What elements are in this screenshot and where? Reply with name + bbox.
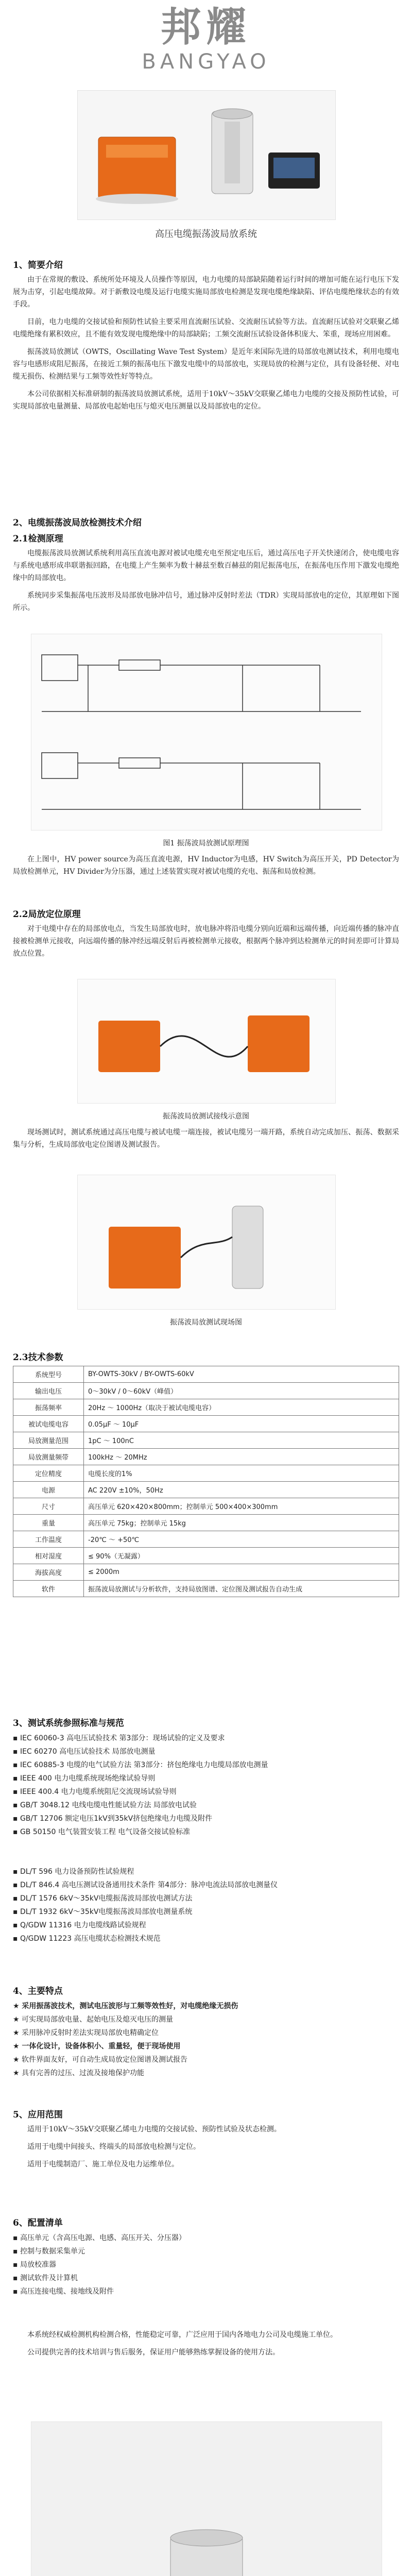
standards-section-b xyxy=(13,1865,399,1945)
table-row xyxy=(13,1416,399,1432)
paragraph: 适用于电缆制造厂、施工单位及电力运维单位。 xyxy=(27,2160,179,2168)
list-item: ★ 一体化设计，设备体积小、重量轻，便于现场使用 xyxy=(13,2042,181,2050)
table-cell: 系统型号 xyxy=(13,1366,84,1383)
table-cell: 1pC ～ 100nC xyxy=(84,1432,399,1449)
field-test-photo xyxy=(77,1175,336,1310)
table-row xyxy=(13,1399,399,1416)
spec-table xyxy=(13,1366,399,1597)
table-cell: 振荡波局放测试与分析软件，支持局放图谱、定位图及测试报告自动生成 xyxy=(84,1581,399,1597)
table-cell: 高压单元 75kg；控制单元 15kg xyxy=(84,1515,399,1531)
configuration-list xyxy=(13,2231,399,2298)
configuration-section xyxy=(13,2215,399,2298)
list-item: ▪ DL/T 1932 6kV～35kV电缆振荡波局部放电测量系统 xyxy=(13,1908,193,1916)
section-title: 1、简要介绍 xyxy=(13,260,63,270)
paragraph: 电缆振荡波局放测试系统利用高压直流电源对被试电缆充电至预定电压后，通过高压电子开关快速闭合，使电缆电容与系统电感形成串联谐振回路，在电缆上产生频率为数十赫兹至数百赫兹的阻尼振荡电压，在振荡电压作用下激发电缆绝缘中的局部放电。 xyxy=(13,549,399,582)
subsection-title: 2.2局放定位原理 xyxy=(13,909,81,920)
standards-section xyxy=(13,1716,399,1839)
paragraph: 公司提供完善的技术培训与售后服务，保证用户能够熟练掌握设备的使用方法。 xyxy=(27,2348,280,2357)
subsection-title: 2.3技术参数 xyxy=(13,1352,63,1363)
paragraph: 适用于电缆中间接头、终端头的局部放电检测与定位。 xyxy=(27,2143,200,2151)
table-cell: 相对湿度 xyxy=(13,1548,84,1564)
table-row xyxy=(13,1465,399,1482)
list-item: ▪ IEEE 400.4 电力电缆系统阻尼交流现场试验导则 xyxy=(13,1788,177,1796)
features-list xyxy=(13,1999,399,2080)
table-row xyxy=(13,1432,399,1449)
table-cell: 高压单元 620×420×800mm；控制单元 500×400×300mm xyxy=(84,1498,399,1515)
table-cell: BY-OWTS-30kV / BY-OWTS-60kV xyxy=(84,1366,399,1383)
paragraph: 适用于10kV～35kV交联聚乙烯电力电缆的交接试验、预防性试验及状态检测。 xyxy=(27,2125,281,2133)
table-row xyxy=(13,1498,399,1515)
list-item: ▪ Q/GDW 11316 电力电缆线路试验规程 xyxy=(13,1921,146,1929)
table-cell: 电缆长度的1% xyxy=(84,1465,399,1482)
circuit-diagram xyxy=(31,634,382,831)
figure-caption-block xyxy=(13,1108,399,1156)
list-item: ▪ Q/GDW 11223 高压电缆状态检测技术规范 xyxy=(13,1935,161,1943)
section-title: 4、主要特点 xyxy=(13,1986,63,1996)
table-cell: 软件 xyxy=(13,1581,84,1597)
list-item: ▪ 局放校准器 xyxy=(13,2261,56,2269)
table-cell: 尺寸 xyxy=(13,1498,84,1515)
paragraph: 在上图中，HV power source为高压直流电源，HV Inductor为电感，HV Switch为高压开关，PD Detector为局放检测单元，HV Divider为分压器，通过上述装置实现对被试电缆的充电、振荡和局放检测。 xyxy=(13,855,399,876)
list-item: ▪ DL/T 846.4 高电压测试设备通用技术条件 第4部分：脉冲电流法局部放电测量仪 xyxy=(13,1881,278,1889)
table-cell: 海拔高度 xyxy=(13,1564,84,1581)
section-title: 6、配置清单 xyxy=(13,2218,63,2228)
list-item: ▪ 高压单元（含高压电源、电感、高压开关、分压器） xyxy=(13,2234,186,2242)
list-item: ★ 采用振荡波技术，测试电压波形与工频等效性好，对电缆绝缘无损伤 xyxy=(13,2002,238,2010)
list-item: ▪ IEEE 400 电力电缆系统现场绝缘试验导则 xyxy=(13,1774,156,1783)
spec-section xyxy=(13,1350,399,1597)
section-title: 5、应用范围 xyxy=(13,2110,63,2120)
standards-list-a xyxy=(13,1732,399,1839)
section-title: 3、测试系统参照标准与规范 xyxy=(13,1718,124,1728)
paragraph: 振荡波局放测试（OWTS，Oscillating Wave Test System）是近年来国际先进的局部放电测试技术，利用电缆电容与电感形成阻尼振荡，在接近工频的振荡电压下激发电缆中的局部放电，实现局放的检测与定位，具有设备轻便、对电缆无损伤、检测结果与工频等效性好等特点。 xyxy=(13,348,399,381)
table-cell: 输出电压 xyxy=(13,1383,84,1399)
table-row xyxy=(13,1366,399,1383)
table-row xyxy=(13,1515,399,1531)
list-item: ▪ IEC 60885-3 电缆的电气试验方法 第3部分：挤包绝缘电力电缆局部放电测量 xyxy=(13,1761,268,1769)
table-cell: 局放测量频带 xyxy=(13,1449,84,1465)
notes-section xyxy=(13,2329,399,2364)
table-row xyxy=(13,1581,399,1597)
list-item: ▪ GB/T 3048.12 电线电缆电性能试验方法 局部放电试验 xyxy=(13,1801,197,1809)
list-item: ★ 具有完善的过压、过流及接地保护功能 xyxy=(13,2069,144,2077)
paragraph: 目前，电力电缆的交接试验和预防性试验主要采用直流耐压试验、交流耐压试验等方法。直流耐压试验对交联聚乙烯电缆绝缘有累积效应，且不能有效发现电缆绝缘中的局部缺陷；工频交流耐压试验设备体积庞大、笨重，现场应用困难。 xyxy=(13,318,399,338)
section-intro xyxy=(13,258,399,418)
logo xyxy=(0,4,412,73)
list-item: ▪ 高压连接电缆、接地线及附件 xyxy=(13,2287,114,2296)
paragraph: 由于在常规的敷设、系统所处环境及人员操作等原因，电力电缆的局部缺陷随着运行时间的增加可能在运行电压下发展为击穿，引起电缆故障。对于新敷设电缆及运行电缆实施局部放电检测是发现电缆绝缘缺陷、评估电缆绝缘状态的有效手段。 xyxy=(13,276,399,309)
paragraph: 本公司依据相关标准研制的振荡波局放测试系统，适用于10kV～35kV交联聚乙烯电力电缆的交接及预防性试验，可实现局部放电量测量、局部放电起始电压与熄灭电压测量以及局部放电的定位。 xyxy=(13,390,399,411)
list-item: ▪ IEC 60060-3 高电压试验技术 第3部分：现场试验的定义及要求 xyxy=(13,1734,225,1742)
wiring-photo xyxy=(77,979,336,1104)
paragraph: 系统同步采集振荡电压波形及局部放电脉冲信号，通过脉冲反射时差法（TDR）实现局部放电的定位，其原理如下图所示。 xyxy=(13,591,399,612)
table-cell: 局放测量范围 xyxy=(13,1432,84,1449)
paragraph: 现场测试时，测试系统通过高压电缆与被试电缆一端连接，被试电缆另一端开路，系统自动完成加压、振荡、数据采集与分析，生成局部放电定位图谱及测试报告。 xyxy=(13,1128,399,1149)
logo-en: BANGYAO xyxy=(142,50,270,74)
list-item: ▪ 控制与数据采集单元 xyxy=(13,2247,85,2256)
list-item: ▪ GB 50150 电气装置安装工程 电气设备交接试验标准 xyxy=(13,1828,191,1836)
list-item: ▪ GB/T 12706 额定电压1kV到35kV挤包绝缘电力电缆及附件 xyxy=(13,1815,213,1823)
list-item: ★ 采用脉冲反射时差法实现局部放电精确定位 xyxy=(13,2029,159,2037)
application-section xyxy=(13,2107,399,2176)
table-cell: AC 220V ±10%，50Hz xyxy=(84,1482,399,1498)
list-item: ▪ DL/T 596 电力设备预防性试验规程 xyxy=(13,1868,134,1876)
table-row xyxy=(13,1383,399,1399)
table-row xyxy=(13,1564,399,1581)
figure-caption: 图1 振荡波局放测试原理图 xyxy=(163,839,249,848)
table-cell: 电源 xyxy=(13,1482,84,1498)
list-item: ▪ 测试软件及计算机 xyxy=(13,2274,78,2282)
table-cell: 被试电缆电容 xyxy=(13,1416,84,1432)
table-cell: 重量 xyxy=(13,1515,84,1531)
table-row xyxy=(13,1548,399,1564)
table-row xyxy=(13,1531,399,1548)
logo-cn: 邦耀 xyxy=(160,4,251,50)
section-technology xyxy=(13,515,399,619)
section-location xyxy=(13,907,399,965)
figure-caption: 振荡波局放测试现场图 xyxy=(170,1318,242,1327)
table-cell: -20℃ ～ +50℃ xyxy=(84,1531,399,1548)
figure-caption: 振荡波局放测试接线示意图 xyxy=(163,1112,249,1121)
table-cell: 100kHz ～ 20MHz xyxy=(84,1449,399,1465)
table-cell: ≤ 90%（无凝露） xyxy=(84,1548,399,1564)
paragraph: 对于电缆中存在的局部放电点，当发生局部放电时，放电脉冲将沿电缆分别向近端和远端传播，向近端传播的脉冲直接被检测单元接收，向远端传播的脉冲经远端反射后再被检测单元接收，根据两个脉冲到达检测单元的时间差即可计算局放点位置。 xyxy=(13,925,399,958)
table-cell: 20Hz ～ 1000Hz（取决于被试电缆电容） xyxy=(84,1399,399,1416)
table-cell: ≤ 2000m xyxy=(84,1564,399,1581)
equipment-photo xyxy=(31,2421,382,2576)
list-item: ▪ IEC 60270 高电压试验技术 局部放电测量 xyxy=(13,1748,156,1756)
list-item: ★ 软件界面友好，可自动生成局放定位图谱及测试报告 xyxy=(13,2056,187,2064)
table-cell: 振荡频率 xyxy=(13,1399,84,1416)
table-cell: 0.05μF ～ 10μF xyxy=(84,1416,399,1432)
hero-caption: 高压电缆振荡波局放系统 xyxy=(155,229,257,240)
figure-caption-block xyxy=(13,1314,399,1327)
section-title: 2、电缆振荡波局放检测技术介绍 xyxy=(13,518,142,528)
standards-list-b xyxy=(13,1865,399,1945)
product-photo xyxy=(77,90,336,220)
table-cell: 0～30kV / 0～60kV（峰值） xyxy=(84,1383,399,1399)
list-item: ★ 可实现局部放电量、起始电压及熄灭电压的测量 xyxy=(13,2015,173,2024)
features-section xyxy=(13,1984,399,2080)
figure-caption-block xyxy=(13,835,399,883)
list-item: ▪ DL/T 1576 6kV～35kV电缆振荡波局部放电测试方法 xyxy=(13,1894,193,1903)
paragraph: 本系统经权威检测机构检测合格，性能稳定可靠，广泛应用于国内各地电力公司及电缆施工单位。 xyxy=(27,2331,337,2339)
table-row xyxy=(13,1449,399,1465)
table-cell: 定位精度 xyxy=(13,1465,84,1482)
subsection-title: 2.1检测原理 xyxy=(13,534,63,544)
table-row xyxy=(13,1482,399,1498)
table-cell: 工作温度 xyxy=(13,1531,84,1548)
